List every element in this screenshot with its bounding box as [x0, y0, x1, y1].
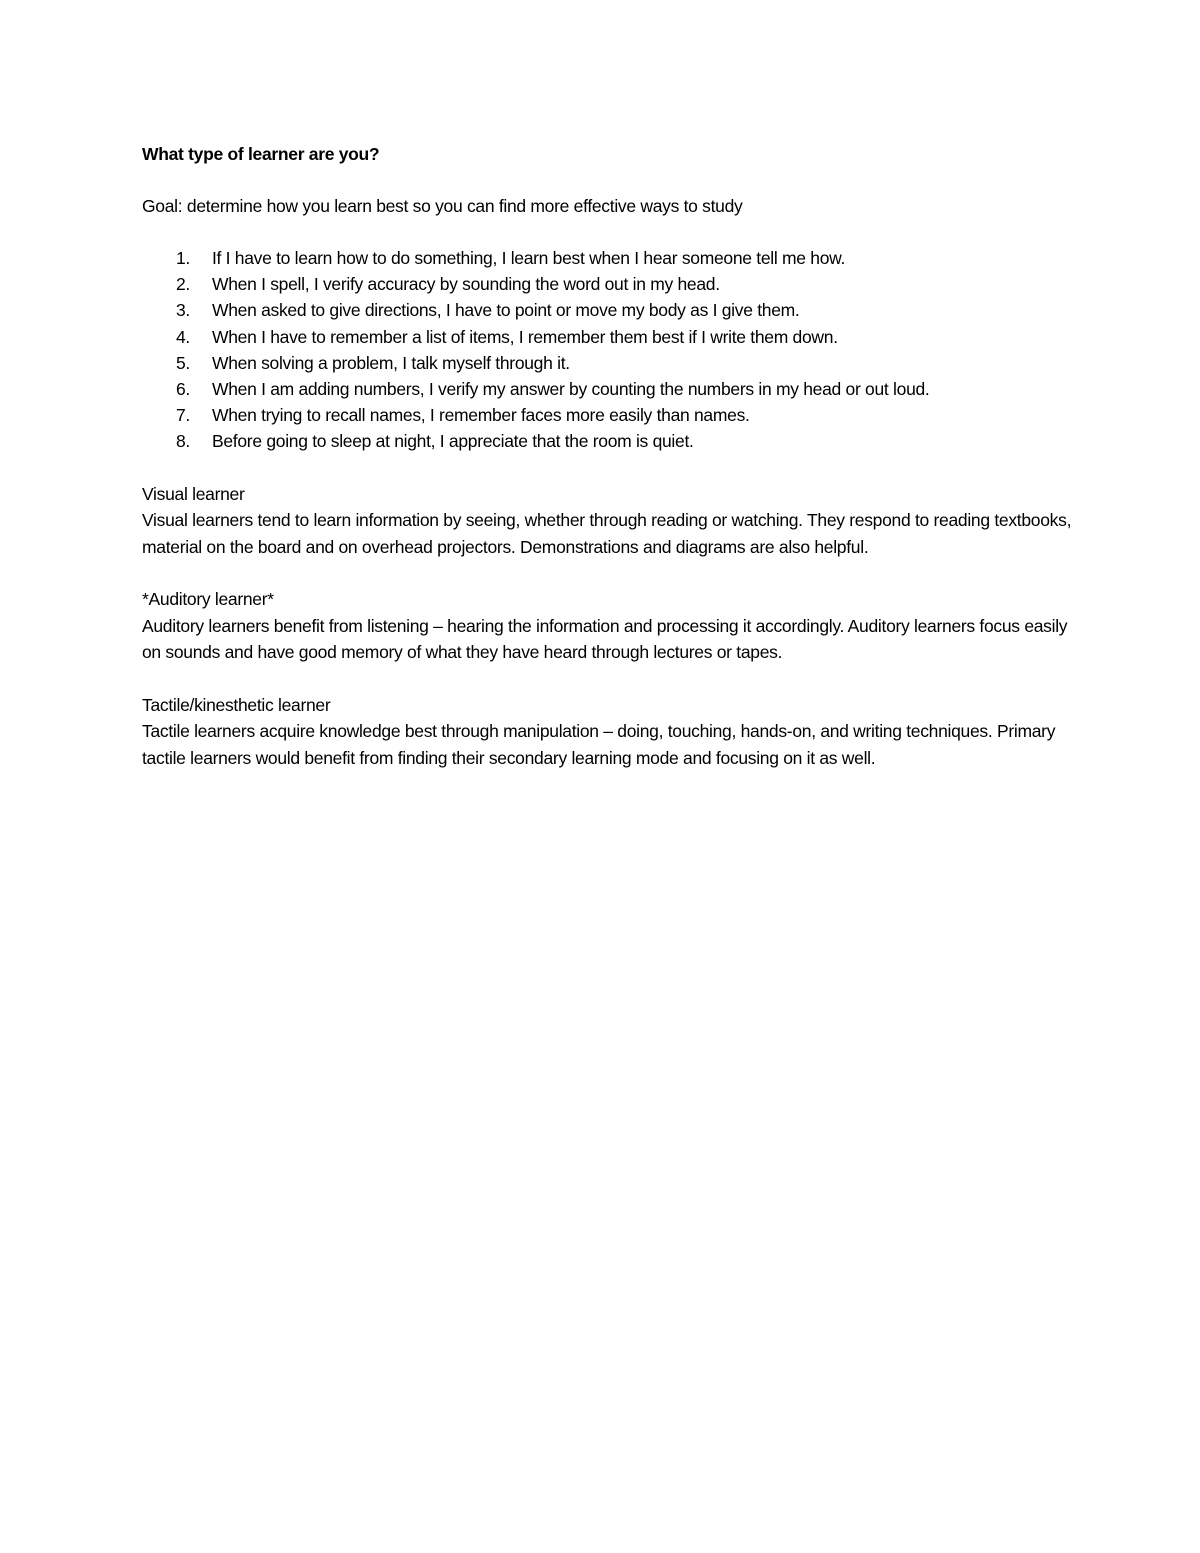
list-item-number: 3.	[176, 300, 190, 321]
list-item-number: 5.	[176, 352, 190, 373]
list-item	[142, 297, 1072, 323]
list-item	[142, 271, 1072, 297]
section-body: Tactile learners acquire knowledge best through manipulation – doing, touching, hands-on, and writing techniques. Primary tactile learners would benefit from finding their secondary learning mode and focusing on it as well.	[142, 721, 1056, 768]
list-item-text: If I have to learn how to do something, I learn best when I hear someone tell me how.	[212, 248, 846, 268]
list-item-text: When trying to recall names, I remember faces more easily than names.	[212, 405, 750, 426]
section-body: Visual learners tend to learn information by seeing, whether through reading or watching. They respond to reading textbooks, material on the board and on overhead projectors. Demonstrations and diagrams are also helpful.	[142, 510, 1072, 557]
section-heading: *Auditory learner*	[142, 589, 274, 609]
list-item-text: When I am adding numbers, I verify my answer by counting the numbers in my head or out loud.	[212, 378, 930, 399]
list-item	[142, 428, 1072, 454]
list-item-text: Before going to sleep at night, I appreciate that the room is quiet.	[212, 431, 694, 452]
list-item-text: When I spell, I verify accuracy by sounding the word out in my head.	[212, 274, 720, 295]
section-auditory-learner	[142, 586, 1072, 666]
list-item-number: 6.	[176, 378, 190, 399]
section-heading: Visual learner	[142, 483, 245, 504]
list-item	[142, 324, 1072, 350]
section-visual-learner	[142, 481, 1072, 561]
document-title: What type of learner are you?	[142, 144, 380, 164]
section-body: Auditory learners benefit from listening – hearing the information and processing it accordingly. Auditory learners focus easily on sounds and have good memory of what they have heard through lectures or tapes.	[142, 615, 1068, 662]
list-item-text: When asked to give directions, I have to point or move my body as I give them.	[212, 300, 800, 321]
questions-list	[142, 245, 1072, 455]
document-content	[142, 141, 1072, 771]
list-item-number: 4.	[176, 326, 190, 347]
goal-statement: Goal: determine how you learn best so you can find more effective ways to study	[142, 196, 743, 216]
list-item	[142, 350, 1072, 376]
list-item	[142, 402, 1072, 428]
section-heading: Tactile/kinesthetic learner	[142, 694, 331, 715]
list-item-number: 2.	[176, 274, 190, 295]
list-item	[142, 376, 1072, 402]
list-item	[142, 245, 1072, 271]
list-item-text: When solving a problem, I talk myself through it.	[212, 352, 570, 373]
list-item-number: 8.	[176, 431, 190, 452]
list-item-number: 7.	[176, 405, 190, 426]
list-item-number: 1.	[176, 248, 190, 268]
section-tactile-learner	[142, 692, 1072, 772]
list-item-text: When I have to remember a list of items, I remember them best if I write them down.	[212, 326, 838, 347]
